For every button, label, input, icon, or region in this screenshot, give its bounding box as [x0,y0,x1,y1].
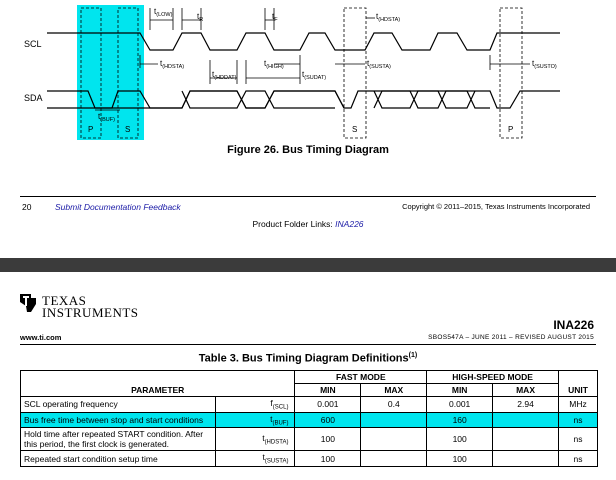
table-title: Table 3. Bus Timing Diagram Definitions$^{(1)}$ [198,352,418,365]
marker-s-left: S [125,125,131,134]
footer-divider [20,196,596,197]
scl-label: SCL [24,39,42,49]
header-fast-max: MAX [361,384,427,397]
table-row: Hold time after repeated START condition. After this period, the first clock is generated. $t_{(HDSTA)}$ 100 100 ns [21,428,598,451]
table-row: SCL operating frequency $f_{(SCL)}$ 0.001 0.4 0.001 2.94 MHz [21,397,598,413]
page-gap [0,258,616,272]
label-t-high: $t_{(HIGH)}$ [264,59,284,70]
label-t-r: $t_R$ [197,12,204,23]
website[interactable]: www.ti.com [20,333,62,342]
logo-text-instruments: INSTRUMENTS [42,305,139,320]
product-folder-links [0,219,616,229]
header-hs-max: MAX [493,384,559,397]
sda-label: SDA [24,93,43,103]
header-hs-min: MIN [427,384,493,397]
product-links-prefix: Product Folder Links: [252,219,333,229]
header-unit: UNIT [558,371,597,397]
label-t-hdsta: $t_{(HDSTA)}$ [160,59,185,70]
marker-s-mid: S [352,125,358,134]
page-number: 20 [22,202,32,212]
bus-timing-table [20,370,598,467]
label-t-hddat: $t_{(HDDAT)}$ [212,70,237,81]
table-row: Repeated start condition setup time $t_{(SUSTA)}$ 100 100 ns [21,451,598,467]
header-fast-mode: FAST MODE [295,371,427,384]
label-t-low: $t_{(LOW)}$ [154,7,173,18]
ti-logo-icon [18,292,38,314]
s-box-mid [344,8,366,138]
header-parameter: PARAMETER [21,371,295,397]
label-t-buf: $t_{(BUF)}$ [98,112,115,123]
header-fast-min: MIN [295,384,361,397]
part-number: INA226 [553,318,594,332]
product-link[interactable]: INA226 [335,219,364,229]
label-t-f: $t_F$ [272,12,278,23]
label-t-susta: $t_{(SUSTA)}$ [367,59,391,70]
marker-p-right: P [508,125,514,134]
copyright: Copyright © 2011–2015, Texas Instruments Incorporated [402,202,590,211]
table-row: Bus free time between stop and start conditions $t_{(BUF)}$ 600 160 ns [21,412,598,428]
label-t-sudat: $t_{(SUDAT)}$ [302,70,327,81]
document-revision: SBOS547A – JUNE 2011 – REVISED AUGUST 2015 [428,334,594,341]
header-divider [20,344,596,345]
figure-caption: Figure 26. Bus Timing Diagram [227,144,389,156]
p-box-right [500,8,522,138]
label-t-hdsta-top: $t_{(HDSTA)}$ [376,12,401,23]
header-high-speed-mode: HIGH-SPEED MODE [427,371,559,384]
label-t-susto: $t_{(SUSTO)}$ [532,59,557,70]
page-lower [0,272,616,480]
bus-timing-diagram [0,0,616,140]
marker-p-left: P [88,125,94,134]
logo-text-texas: TEXAS [42,293,87,308]
feedback-link[interactable]: Submit Documentation Feedback [55,202,181,212]
